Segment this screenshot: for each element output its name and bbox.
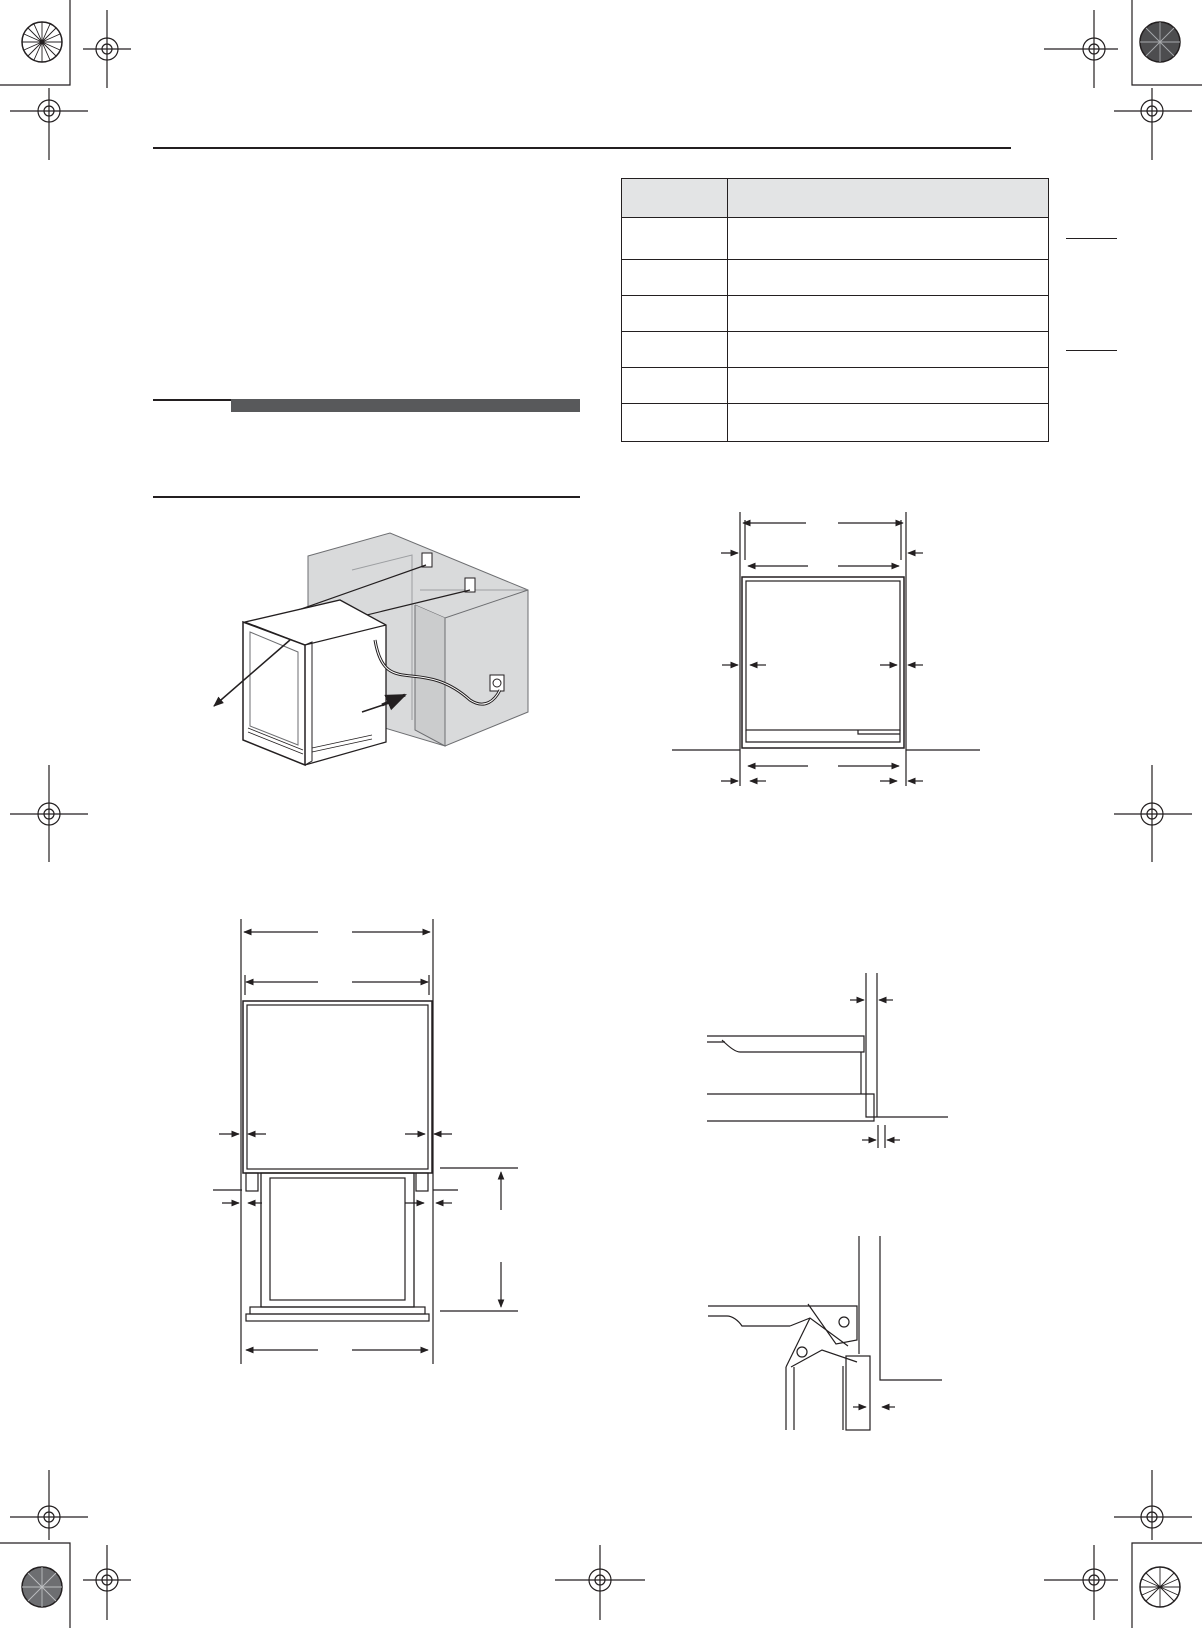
installed-front-dimension-drawing [672,512,980,786]
registration-mark-icon [1114,765,1192,862]
registration-mark-icon [1114,1470,1192,1540]
registration-mark-icon [83,1545,131,1620]
color-target-icon [1140,1567,1180,1607]
registration-mark-icon [1044,1545,1118,1620]
registration-mark-icon [10,88,88,160]
door-clearance-detail-closed [707,973,948,1148]
registration-mark-icon [10,765,88,862]
cabinet-installation-illustration [214,533,528,765]
door-clearance-detail-hinge [708,1236,942,1430]
registration-mark-icon [1114,88,1192,160]
color-target-icon [1140,22,1180,62]
color-target-icon [22,1567,62,1607]
registration-mark-icon [10,1470,88,1540]
registration-mark-icon [1044,10,1118,88]
color-target-icon [22,22,62,62]
front-dimension-drawing [213,919,518,1364]
registration-mark-icon [555,1545,645,1620]
registration-mark-icon [83,10,131,88]
